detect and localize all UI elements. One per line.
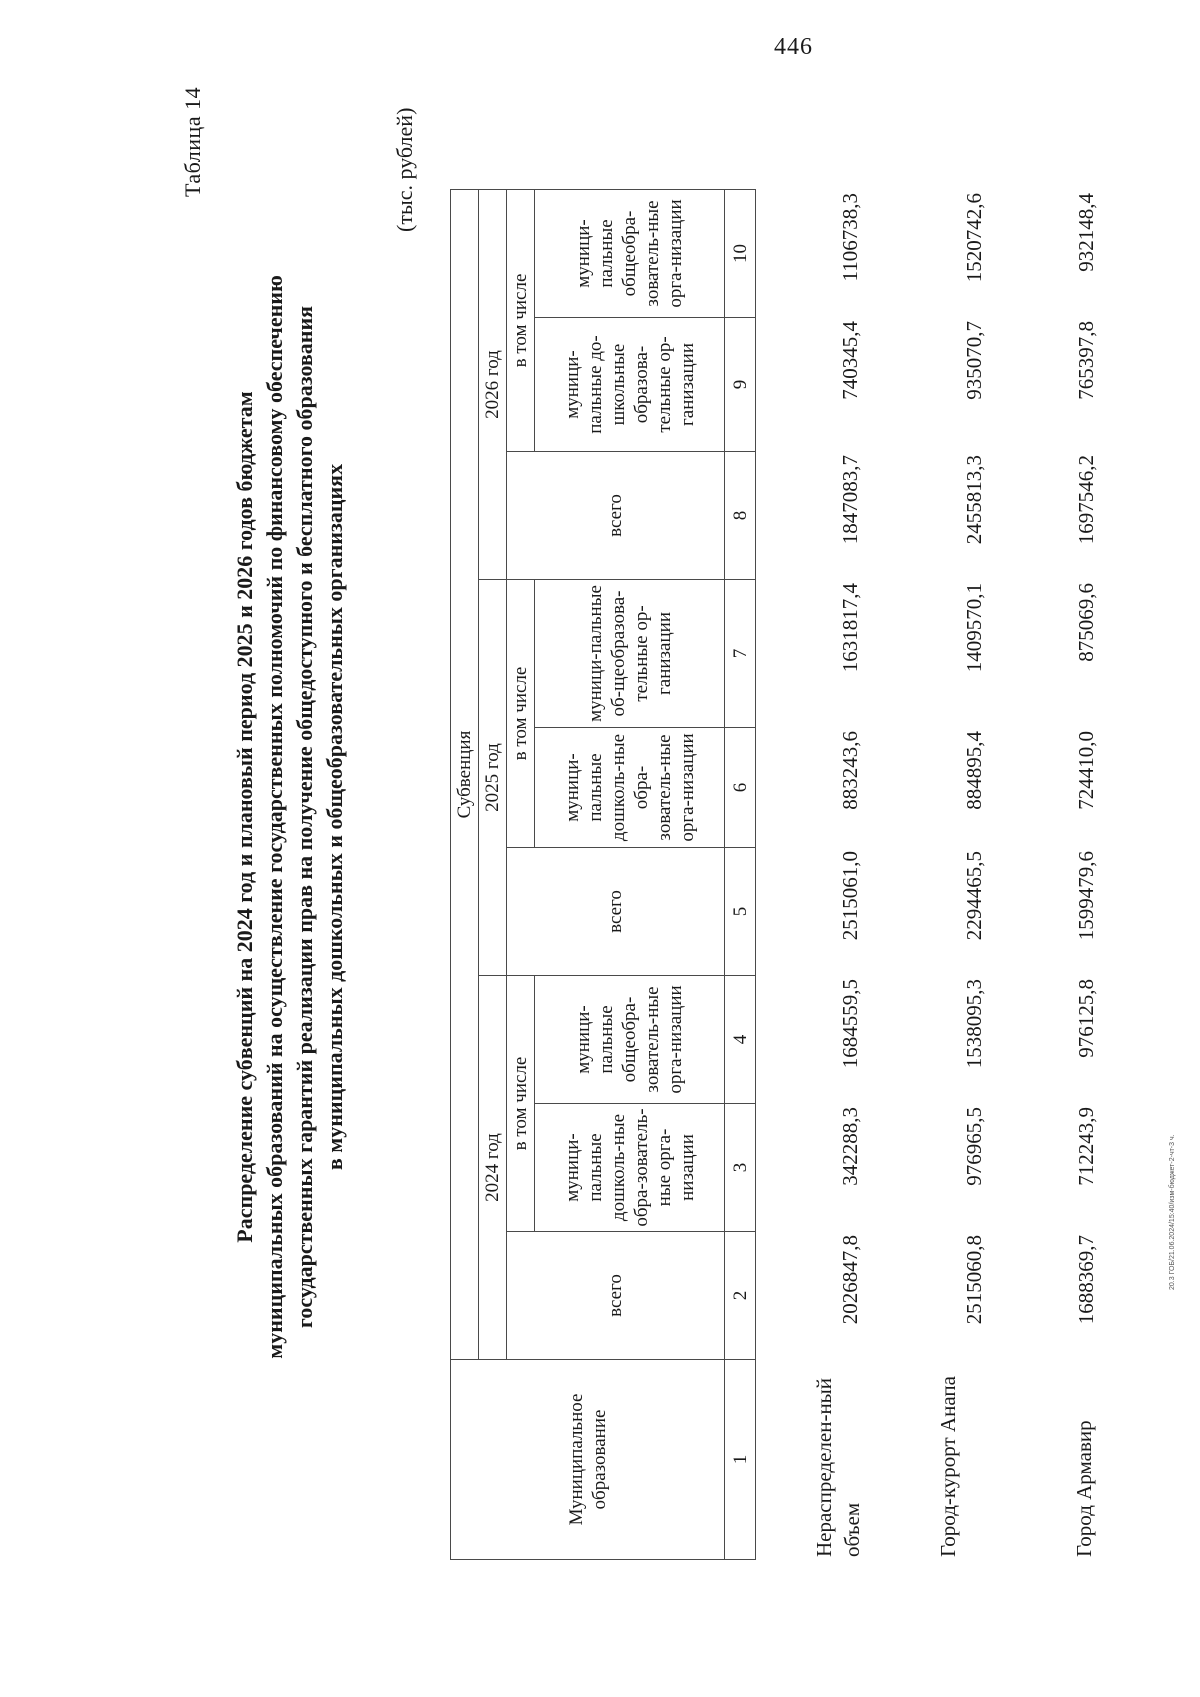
document-stamp: 20.3 ГОБ/21.06.2024/15:40/изм-бюджет-2-чт-3 ч. (1169, 1134, 1176, 1290)
header-subvention: Субвенция (451, 189, 479, 1359)
row-value: 1688369,7 (1074, 1235, 1098, 1325)
subvention-table-header (450, 189, 756, 1560)
column-number: 2 (725, 1232, 756, 1360)
row-value: 342288,3 (838, 1107, 862, 1186)
column-number: 8 (725, 452, 756, 580)
row-value: 1520742,6 (962, 193, 986, 283)
row-value: 1684559,5 (838, 979, 862, 1069)
header-general-2024: муници-пальные общеобра-зователь-ные орга-низации (535, 976, 725, 1104)
row-value: 2515061,0 (838, 851, 862, 941)
row-value: 884895,4 (962, 731, 986, 810)
subvention-table-body (810, 190, 1154, 1560)
title-line: в муниципальных дошкольных и общеобразовательных организациях (322, 463, 347, 1171)
header-including-2026: в том числе (507, 189, 535, 451)
column-number: 5 (725, 848, 756, 976)
row-value: 1106738,3 (838, 193, 862, 282)
header-preschool-2025: муници-пальные дошколь-ные обра-зователь-ные орга-низации (535, 728, 725, 848)
header-year-2026: 2026 год (479, 189, 507, 579)
column-number: 4 (725, 976, 756, 1104)
column-number: 6 (725, 728, 756, 848)
row-value: 1538095,3 (962, 979, 986, 1069)
title-line: муниципальных образований на осуществление государственных полномочий по финансовому обеспечению (262, 275, 287, 1359)
column-number: 3 (725, 1104, 756, 1232)
row-value: 1409570,1 (962, 583, 986, 673)
header-year-2024: 2024 год (479, 976, 507, 1360)
row-value: 935070,7 (962, 321, 986, 400)
row-value: 724410,0 (1074, 731, 1098, 810)
header-municipality: Муниципальное образование (451, 1360, 725, 1560)
row-value: 712243,9 (1074, 1107, 1098, 1186)
row-value: 2294465,5 (962, 851, 986, 941)
row-value: 1599479,6 (1074, 851, 1098, 941)
table-label: Таблица 14 (180, 86, 205, 197)
column-number: 7 (725, 580, 756, 728)
row-value: 765397,8 (1074, 321, 1098, 400)
row-value: 883243,6 (838, 731, 862, 810)
row-value: 976965,5 (962, 1107, 986, 1186)
table-row (810, 190, 934, 1560)
table-row (934, 190, 1070, 1560)
row-value: 2515060,8 (962, 1235, 986, 1325)
header-total-2025: всего (507, 848, 725, 976)
column-number: 9 (725, 318, 756, 452)
column-number: 1 (725, 1360, 756, 1560)
header-preschool-2024: муници-пальные дошколь-ные обра-зователь-ные орга-низации (535, 1104, 725, 1232)
header-year-2025: 2025 год (479, 580, 507, 976)
row-value: 2026847,8 (838, 1235, 862, 1325)
column-number: 10 (725, 189, 756, 317)
row-value: 932148,4 (1074, 193, 1098, 272)
header-general-2026: муници-пальные общеобра-зователь-ные орга-низации (535, 189, 725, 317)
row-municipality-name: Город Армавир (1072, 1420, 1096, 1557)
row-value: 1631817,4 (838, 583, 862, 673)
row-municipality-name: Город-курорт Анапа (936, 1376, 960, 1557)
row-municipality-name: Нераспределен-ный объем (812, 1377, 864, 1557)
title-line: Распределение субвенций на 2024 год и плановый период 2025 и 2026 годов бюджетам (232, 391, 257, 1243)
header-including-2025: в том числе (507, 580, 535, 848)
header-preschool-2026: муници-пальные до-школьные образова-тельные ор-ганизации (535, 318, 725, 452)
header-total-2026: всего (507, 452, 725, 580)
row-value: 875069,6 (1074, 583, 1098, 662)
row-value: 2455813,3 (962, 455, 986, 545)
row-value: 740345,4 (838, 321, 862, 400)
header-general-2025: муници-пальные об-щеобразова-тельные ор-ганизации (535, 580, 725, 728)
table-row (1070, 190, 1154, 1560)
units-label: (тыс. рублей) (392, 107, 417, 232)
title-line: государственных гарантий реализации прав на получение общедоступного и бесплатного образования (292, 305, 317, 1329)
header-including-2024: в том числе (507, 976, 535, 1232)
row-value: 1847083,7 (838, 455, 862, 545)
page-number: 446 (774, 34, 813, 60)
document-title (230, 217, 350, 1417)
header-total-2024: всего (507, 1232, 725, 1360)
row-value: 976125,8 (1074, 979, 1098, 1058)
row-value: 1697546,2 (1074, 455, 1098, 545)
